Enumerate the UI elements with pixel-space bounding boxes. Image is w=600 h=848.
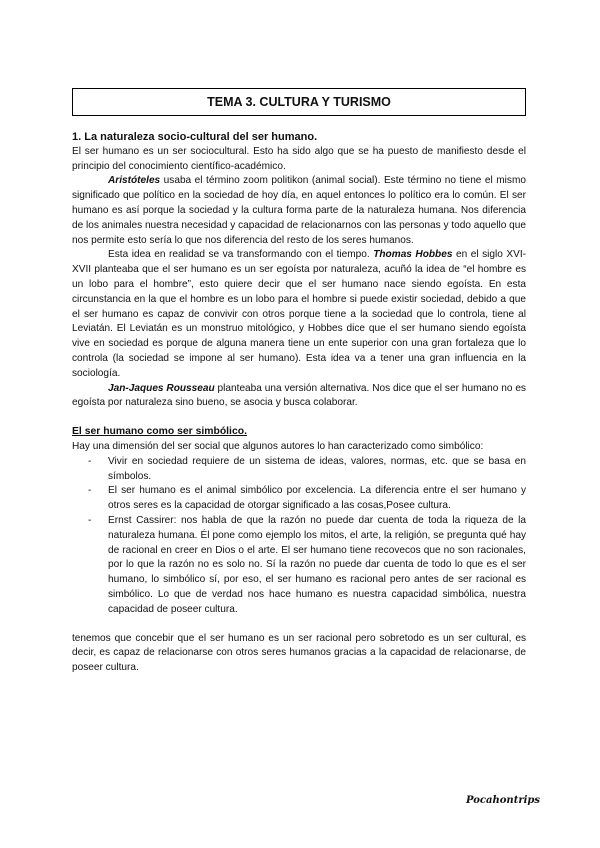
paragraph-hobbes [72, 248, 526, 381]
symbolic-list [72, 455, 526, 618]
list-item-text: Vivir en sociedad requiere de un sistema de ideas, valores, normas, etc. que se basa en símbolos. [108, 455, 526, 482]
document-body [72, 130, 526, 676]
paragraph-rousseau [72, 382, 526, 412]
section-heading-2: El ser humano como ser simbólico. [72, 426, 247, 438]
rousseau-text: planteaba una versión alternativa. Nos dice que el ser humano no es egoísta por naturaleza sino bueno, se asocia y busca colaborar. [72, 382, 526, 409]
dash-bullet: - [88, 455, 92, 467]
author-name-rousseau: Jan-Jaques Rousseau [108, 382, 215, 394]
list-item [88, 514, 526, 618]
section-heading-1: 1. La naturaleza socio-cultural del ser humano. [72, 131, 318, 143]
conclusion-paragraph: tenemos que concebir que el ser humano es un ser racional pero sobretodo es un ser cultural, es decir, es capaz de relacionarse con otros seres humanos gracias a la capacidad de relacionarse, de poseer cultura. [72, 632, 526, 674]
list-item [88, 484, 526, 514]
spacer [72, 618, 526, 632]
aristoteles-text: usaba el término zoom politikon (animal social). Este término no tiene el mismo significado que político en la sociedad de hoy día, en aquel entonces lo político era lo común. El ser humano es así porque la sociedad y la cultura forma parte de la naturaleza humana. Nos diferencia de los animales nuestra necesidad y capacidad de relacionarnos con las personas y todo aquello que nos permite esto sería lo que nos diferencia del resto de los seres humanos. [72, 175, 526, 246]
hobbes-text: en el siglo XVI-XVII planteaba que el ser humano es un ser egoísta por naturaleza, acuñó la idea de “el hombre es un lobo para el hombre”, esto quiere decir que el ser humano nace siendo egoísta. En esta circunstancia en la que el hombre es un lobo para el hombre si puede existir sociedad, debido a que el ser humano es capaz de convivir con otros porque tiene a la sociedad que lo controla, tiene al Leviatán. El Leviatán es un monstruo mitológico, y Hobbes dice que el ser humano siendo egoísta vive en sociedad es porque de alguna manera tiene un ente superior con una gran fortaleza que lo controla (la sociedad se impone al ser humano). Esta idea va a tener una gran influencia en la sociología. [72, 249, 526, 379]
list-item-text: El ser humano es el animal simbólico por excelencia. La diferencia entre el ser humano y otros seres es la capacidad de otorgar significado a las cosas,Posee cultura. [108, 485, 526, 512]
list-item [88, 455, 526, 485]
page-title: TEMA 3. CULTURA Y TURISMO [207, 95, 391, 109]
author-name-aristoteles: Aristóteles [108, 175, 161, 187]
hobbes-lead: Esta idea en realidad se va transformando con el tiempo. [108, 249, 374, 261]
section2-intro: Hay una dimensión del ser social que algunos autores lo han caracterizado como simbólico: [72, 440, 484, 452]
signature: Pocahontrips [466, 795, 541, 806]
section1-intro: El ser humano es un ser sociocultural. Esto ha sido algo que se ha puesto de manifiesto desde el principio del conocimiento científico-académico. [72, 145, 526, 172]
dash-bullet: - [88, 485, 92, 497]
title-box [72, 88, 526, 116]
spacer [72, 411, 526, 425]
list-item-text: Ernst Cassirer: nos habla de que la razón no puede dar cuenta de toda la riqueza de la naturaleza humana. Él pone como ejemplo los mitos, el arte, la religión, se pregunta qué hay de racional en creer en Dios o el arte. El ser humano tiene recovecos que no son racionales, por lo que la razón no es solo no. Sí la razón no puede dar cuenta de todo lo que es el ser humano, lo simbólico sí, por eso, el ser humano es racional pero antes de ser racional es simbólico. Lo que de verdad nos hace humano es nuestra capacidad simbólica, nuestra capacidad de poseer cultura. [108, 514, 526, 615]
paragraph-aristoteles [72, 174, 526, 248]
dash-bullet: - [88, 514, 92, 526]
author-name-hobbes: Thomas Hobbes [373, 249, 453, 261]
